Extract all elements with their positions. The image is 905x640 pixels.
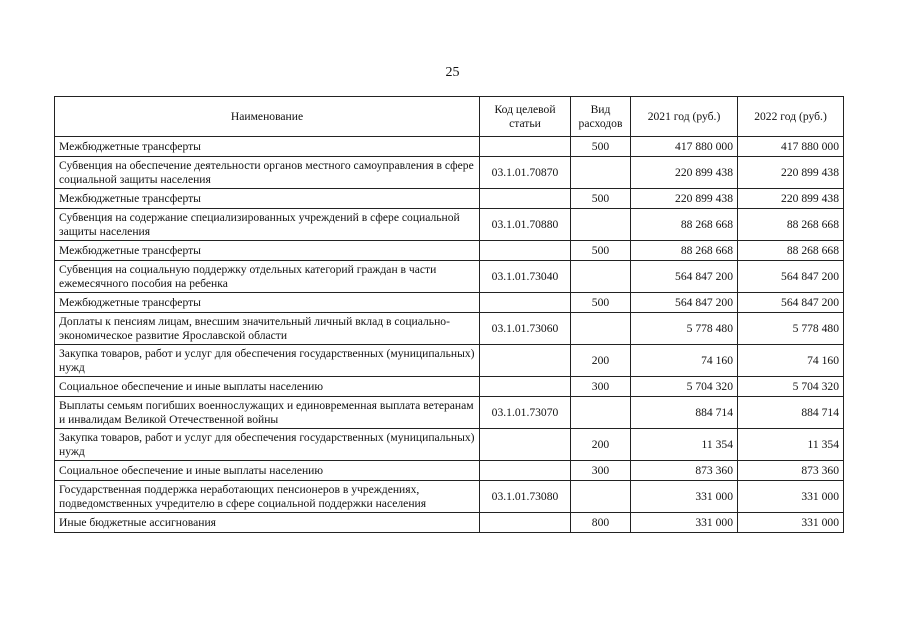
table-row <box>55 313 844 345</box>
row-type <box>571 209 631 241</box>
row-amount-2021: 88 268 668 <box>631 209 738 241</box>
row-name: Субвенция на содержание специализированных учреждений в сфере социальной защиты населения <box>55 209 480 241</box>
row-code <box>480 429 571 461</box>
row-type: 500 <box>571 189 631 209</box>
row-amount-2022: 220 899 438 <box>738 189 844 209</box>
row-name: Субвенция на обеспечение деятельности органов местного самоуправления в сфере социальной защиты населения <box>55 157 480 189</box>
header-year-2022: 2022 год (руб.) <box>738 97 844 137</box>
row-type <box>571 397 631 429</box>
row-name: Социальное обеспечение и иные выплаты населению <box>55 377 480 397</box>
row-name: Доплаты к пенсиям лицам, внесшим значительный личный вклад в социально-экономическое развитие Ярославской области <box>55 313 480 345</box>
row-amount-2022: 88 268 668 <box>738 241 844 261</box>
row-amount-2021: 564 847 200 <box>631 293 738 313</box>
row-amount-2022: 220 899 438 <box>738 157 844 189</box>
row-amount-2021: 74 160 <box>631 345 738 377</box>
table-row <box>55 429 844 461</box>
row-amount-2022: 74 160 <box>738 345 844 377</box>
table-row <box>55 209 844 241</box>
row-amount-2022: 564 847 200 <box>738 293 844 313</box>
table-row <box>55 397 844 429</box>
row-type: 200 <box>571 429 631 461</box>
row-code <box>480 461 571 481</box>
row-amount-2021: 220 899 438 <box>631 157 738 189</box>
row-code: 03.1.01.73070 <box>480 397 571 429</box>
row-name: Закупка товаров, работ и услуг для обеспечения государственных (муниципальных) нужд <box>55 429 480 461</box>
table-row <box>55 261 844 293</box>
table-row <box>55 377 844 397</box>
row-code <box>480 241 571 261</box>
row-type: 500 <box>571 241 631 261</box>
row-amount-2021: 873 360 <box>631 461 738 481</box>
row-code <box>480 293 571 313</box>
row-amount-2021: 884 714 <box>631 397 738 429</box>
row-code <box>480 345 571 377</box>
row-type: 500 <box>571 293 631 313</box>
table-row <box>55 189 844 209</box>
table-row <box>55 461 844 481</box>
row-code: 03.1.01.73080 <box>480 481 571 513</box>
row-code: 03.1.01.73040 <box>480 261 571 293</box>
row-amount-2022: 88 268 668 <box>738 209 844 241</box>
row-amount-2022: 331 000 <box>738 513 844 533</box>
row-type: 800 <box>571 513 631 533</box>
row-code: 03.1.01.73060 <box>480 313 571 345</box>
row-code <box>480 513 571 533</box>
row-amount-2022: 884 714 <box>738 397 844 429</box>
row-name: Межбюджетные трансферты <box>55 137 480 157</box>
row-code <box>480 189 571 209</box>
row-code: 03.1.01.70880 <box>480 209 571 241</box>
row-amount-2022: 564 847 200 <box>738 261 844 293</box>
row-amount-2021: 417 880 000 <box>631 137 738 157</box>
row-amount-2021: 88 268 668 <box>631 241 738 261</box>
page-number: 25 <box>445 65 460 80</box>
row-amount-2021: 331 000 <box>631 481 738 513</box>
row-amount-2021: 11 354 <box>631 429 738 461</box>
header-code: Код целевой статьи <box>480 97 571 137</box>
row-amount-2022: 11 354 <box>738 429 844 461</box>
row-name: Межбюджетные трансферты <box>55 189 480 209</box>
row-type: 200 <box>571 345 631 377</box>
row-name: Государственная поддержка неработающих пенсионеров в учреждениях, подведомственных учредителю в сфере социальной поддержки населения <box>55 481 480 513</box>
row-amount-2022: 417 880 000 <box>738 137 844 157</box>
header-type: Вид расходов <box>571 97 631 137</box>
row-amount-2021: 331 000 <box>631 513 738 533</box>
row-name: Межбюджетные трансферты <box>55 241 480 261</box>
row-name: Межбюджетные трансферты <box>55 293 480 313</box>
row-type <box>571 481 631 513</box>
table-row <box>55 241 844 261</box>
row-name: Выплаты семьям погибших военнослужащих и единовременная выплата ветеранам и инвалидам Великой Отечественной войны <box>55 397 480 429</box>
row-amount-2021: 5 778 480 <box>631 313 738 345</box>
table-row <box>55 513 844 533</box>
header-year-2021: 2021 год (руб.) <box>631 97 738 137</box>
table-row <box>55 345 844 377</box>
row-type <box>571 157 631 189</box>
row-amount-2022: 5 704 320 <box>738 377 844 397</box>
row-type: 300 <box>571 377 631 397</box>
table-row <box>55 157 844 189</box>
row-amount-2021: 564 847 200 <box>631 261 738 293</box>
budget-table <box>54 96 844 533</box>
row-code <box>480 377 571 397</box>
row-type: 300 <box>571 461 631 481</box>
table-header-row <box>55 97 844 137</box>
table-row <box>55 293 844 313</box>
header-name: Наименование <box>55 97 480 137</box>
row-type <box>571 261 631 293</box>
row-amount-2021: 5 704 320 <box>631 377 738 397</box>
row-amount-2022: 5 778 480 <box>738 313 844 345</box>
row-code <box>480 137 571 157</box>
row-type: 500 <box>571 137 631 157</box>
row-amount-2022: 331 000 <box>738 481 844 513</box>
row-amount-2022: 873 360 <box>738 461 844 481</box>
table-row <box>55 137 844 157</box>
row-name: Иные бюджетные ассигнования <box>55 513 480 533</box>
table-row <box>55 481 844 513</box>
row-amount-2021: 220 899 438 <box>631 189 738 209</box>
row-name: Социальное обеспечение и иные выплаты населению <box>55 461 480 481</box>
row-type <box>571 313 631 345</box>
row-code: 03.1.01.70870 <box>480 157 571 189</box>
row-name: Субвенция на социальную поддержку отдельных категорий граждан в части ежемесячного пособия на ребенка <box>55 261 480 293</box>
row-name: Закупка товаров, работ и услуг для обеспечения государственных (муниципальных) нужд <box>55 345 480 377</box>
